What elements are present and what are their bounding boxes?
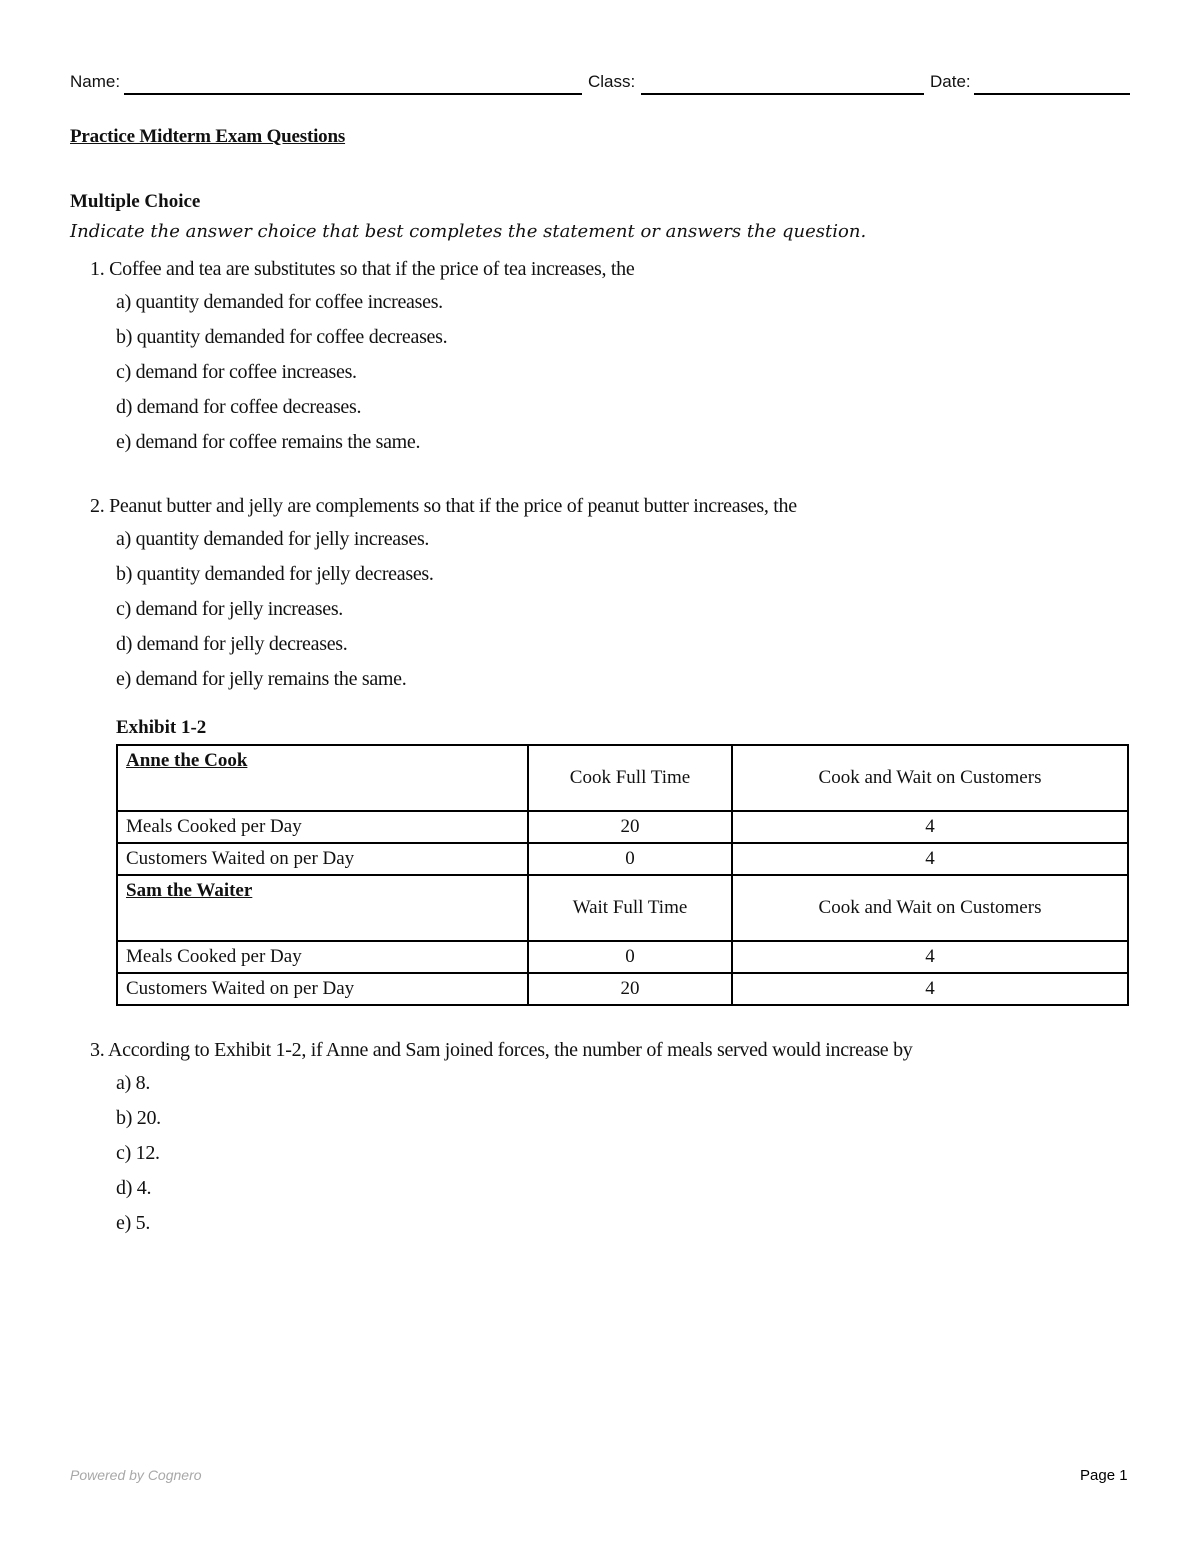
class-label: Class: — [588, 72, 636, 91]
row-label: Customers Waited on per Day — [117, 973, 528, 1005]
question-2-choice-b: b) quantity demanded for jelly decreases. — [116, 563, 434, 585]
section-instructions: Indicate the answer choice that best completes the statement or answers the question. — [70, 221, 867, 242]
anne-col3-header: Cook and Wait on Customers — [732, 745, 1128, 811]
question-1-choice-a: a) quantity demanded for coffee increases. — [116, 291, 443, 313]
table-row — [117, 875, 1128, 941]
sam-section-heading: Sam the Waiter — [117, 875, 528, 941]
sam-col2-header: Wait Full Time — [528, 875, 732, 941]
cell-value: 20 — [528, 811, 732, 843]
anne-section-heading: Anne the Cook — [117, 745, 528, 811]
date-label: Date: — [930, 72, 971, 91]
powered-by-footer: Powered by Cognero — [70, 1467, 202, 1483]
question-1-choice-b: b) quantity demanded for coffee decreases. — [116, 326, 448, 348]
anne-col2-header: Cook Full Time — [528, 745, 732, 811]
question-2-choice-a: a) quantity demanded for jelly increases. — [116, 528, 430, 550]
cell-value: 4 — [732, 973, 1128, 1005]
table-row — [117, 745, 1128, 811]
question-3-stem: 3. According to Exhibit 1-2, if Anne and Sam joined forces, the number of meals served would increase by — [90, 1039, 913, 1061]
class-blank-line — [641, 93, 924, 95]
cell-value: 0 — [528, 843, 732, 875]
student-info-header — [70, 72, 1130, 96]
question-3-choice-e: e) 5. — [116, 1212, 151, 1234]
question-1-choice-d: d) demand for coffee decreases. — [116, 396, 362, 418]
cell-value: 0 — [528, 941, 732, 973]
cell-value: 4 — [732, 941, 1128, 973]
row-label: Customers Waited on per Day — [117, 843, 528, 875]
table-row — [117, 811, 1128, 843]
date-blank-line — [974, 93, 1130, 95]
name-blank-line — [124, 93, 582, 95]
section-title: Multiple Choice — [70, 191, 201, 212]
cell-value: 4 — [732, 843, 1128, 875]
question-3-choice-b: b) 20. — [116, 1107, 161, 1129]
cell-value: 20 — [528, 973, 732, 1005]
question-1-choice-c: c) demand for coffee increases. — [116, 361, 357, 383]
sam-col3-header: Cook and Wait on Customers — [732, 875, 1128, 941]
row-label: Meals Cooked per Day — [117, 811, 528, 843]
question-3-choice-a: a) 8. — [116, 1072, 151, 1094]
exhibit-table — [116, 744, 1129, 1006]
table-row — [117, 973, 1128, 1005]
question-3-choice-c: c) 12. — [116, 1142, 160, 1164]
question-2-stem: 2. Peanut butter and jelly are complements so that if the price of peanut butter increases, the — [90, 495, 797, 517]
table-row — [117, 941, 1128, 973]
question-3-choice-d: d) 4. — [116, 1177, 152, 1199]
question-2-choice-e: e) demand for jelly remains the same. — [116, 668, 407, 690]
exhibit-title: Exhibit 1-2 — [116, 717, 207, 738]
question-2-choice-c: c) demand for jelly increases. — [116, 598, 344, 620]
question-1-choice-e: e) demand for coffee remains the same. — [116, 431, 421, 453]
cell-value: 4 — [732, 811, 1128, 843]
question-2-choice-d: d) demand for jelly decreases. — [116, 633, 348, 655]
row-label: Meals Cooked per Day — [117, 941, 528, 973]
exam-title: Practice Midterm Exam Questions — [70, 126, 346, 147]
table-row — [117, 843, 1128, 875]
question-1-stem: 1. Coffee and tea are substitutes so that if the price of tea increases, the — [90, 258, 635, 280]
page-number: Page 1 — [1080, 1467, 1128, 1484]
name-label: Name: — [70, 72, 121, 91]
